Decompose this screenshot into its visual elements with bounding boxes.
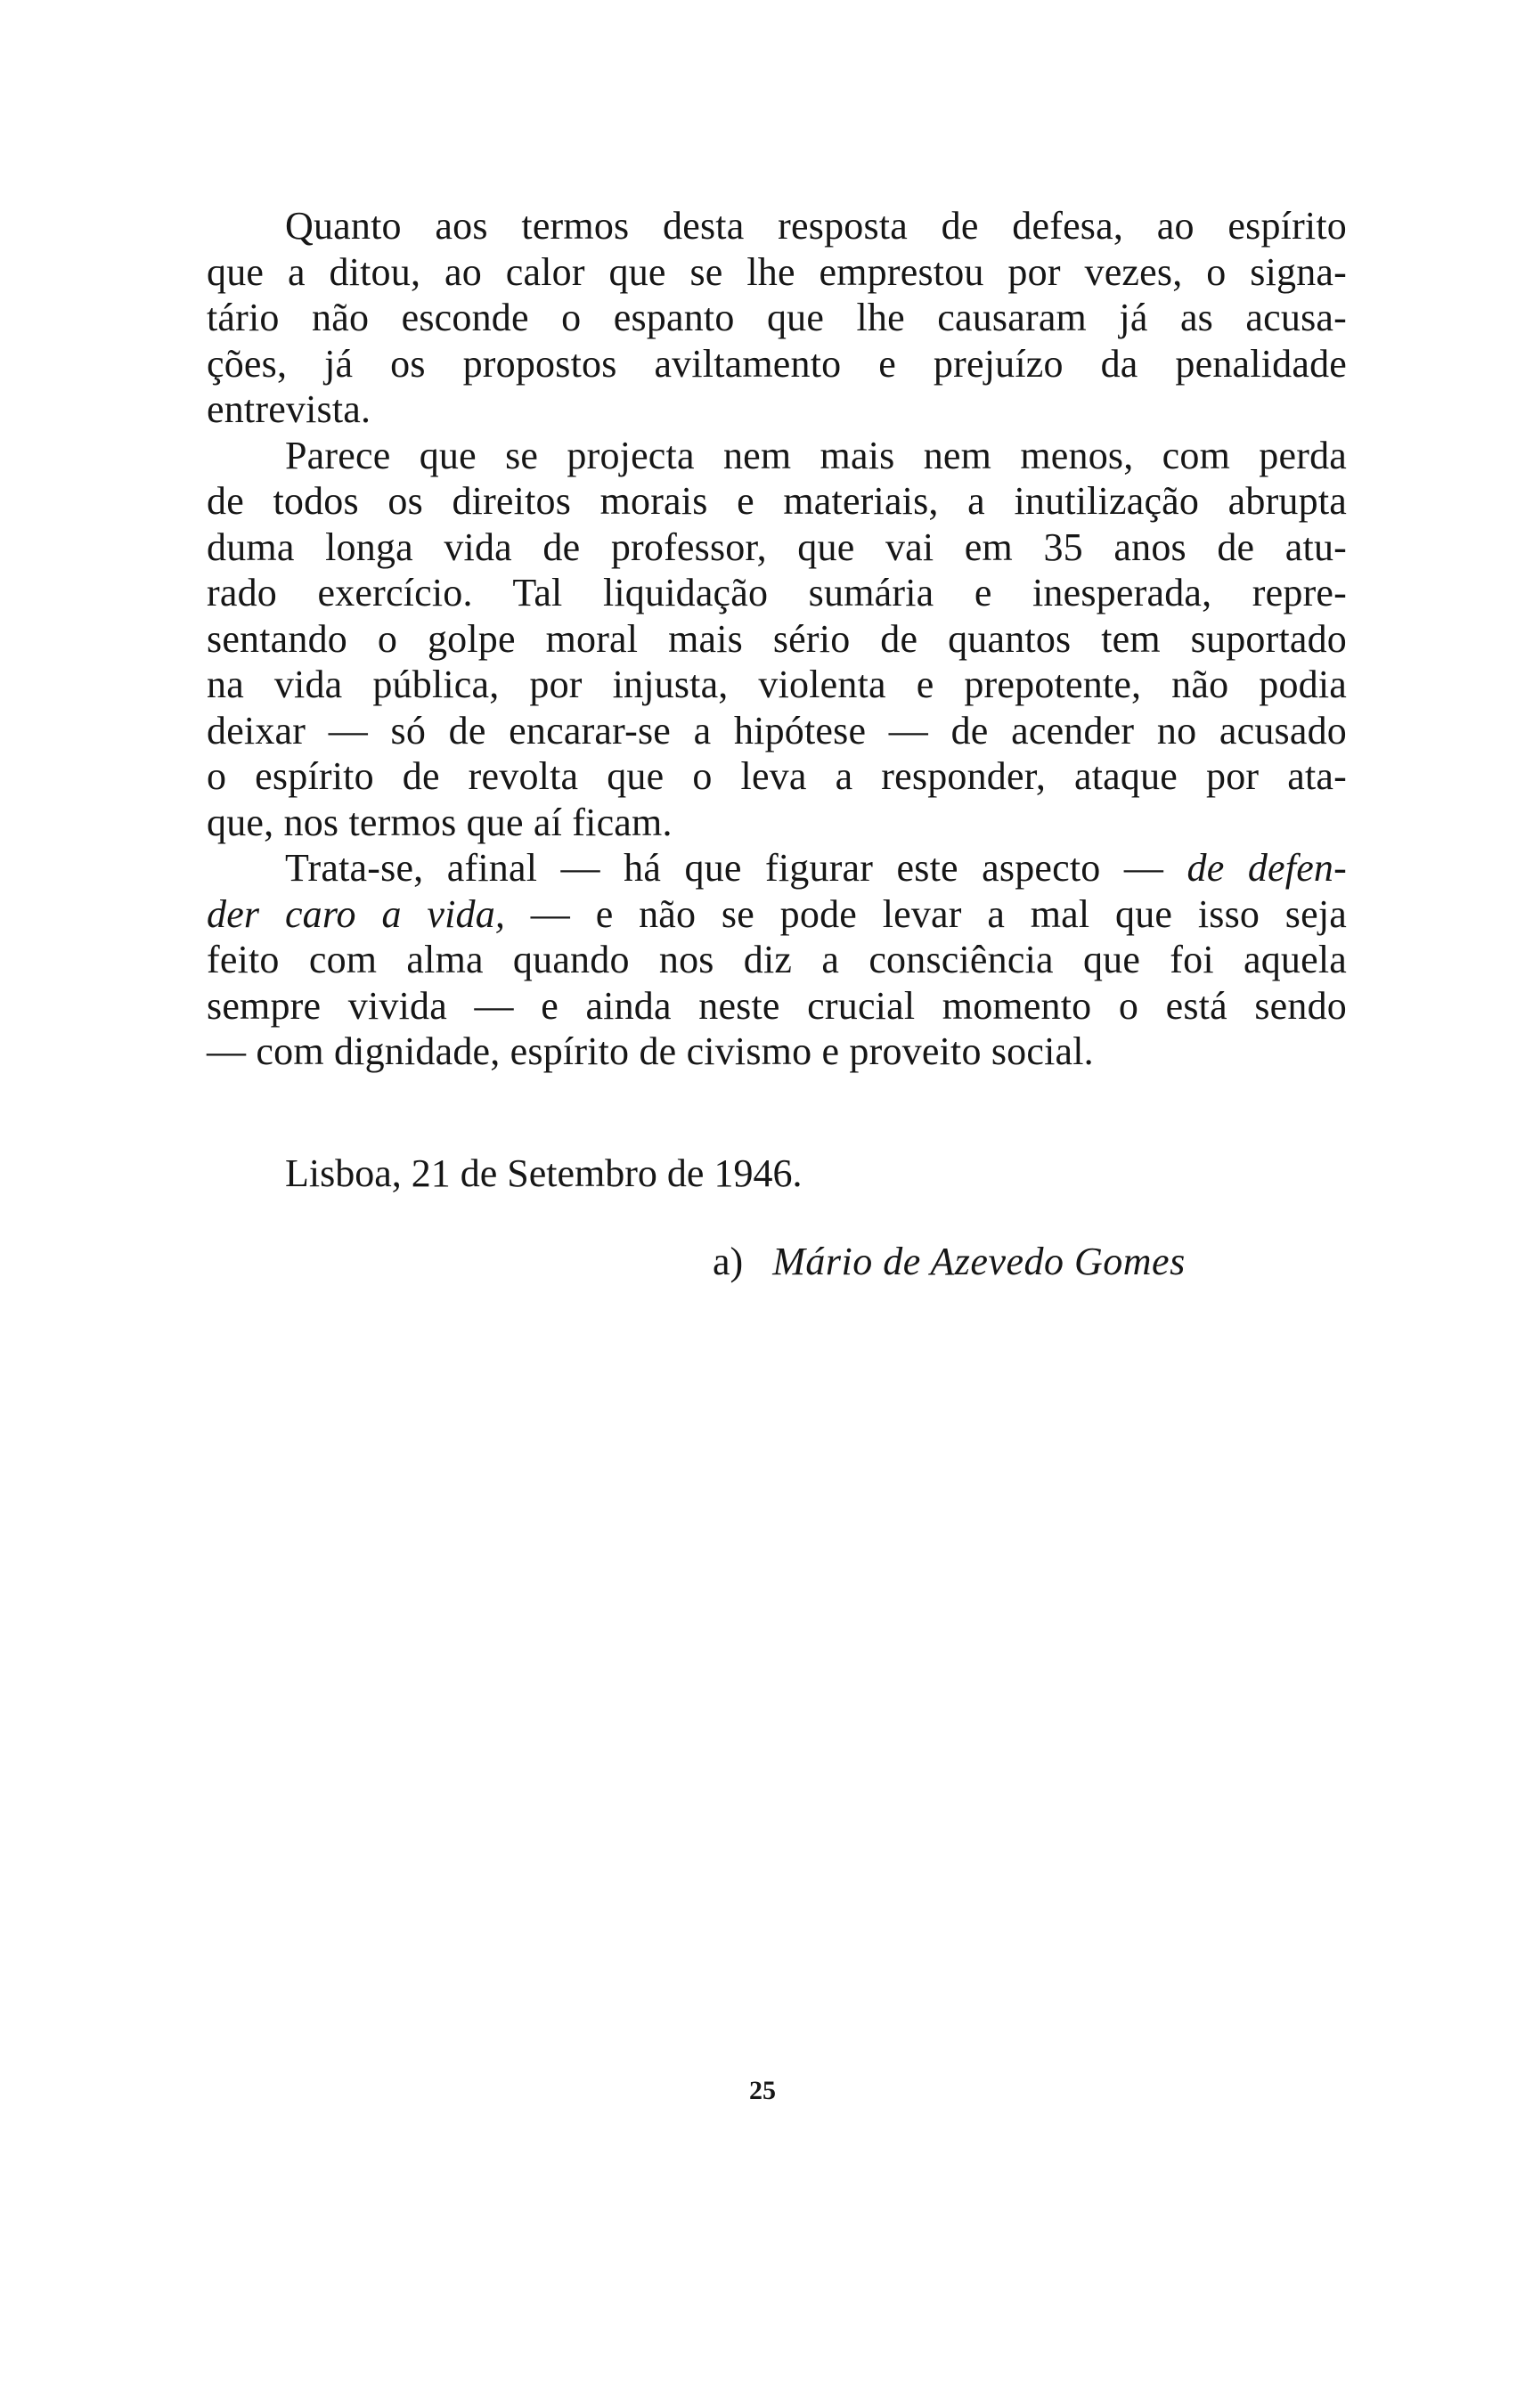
signature-name: Mário de Azevedo Gomes xyxy=(772,1240,1186,1283)
text-line xyxy=(207,570,1347,616)
text-line xyxy=(207,937,1347,983)
text-segment: entrevista. xyxy=(207,387,371,431)
signature-prefix: a) xyxy=(713,1240,744,1283)
paragraph xyxy=(207,433,1347,846)
text-line xyxy=(207,983,1347,1029)
text-segment: — e não se pode levar a mal que isso seja xyxy=(505,891,1347,936)
text-segment: na vida pública, por injusta, violenta e prepotente, não podia xyxy=(207,663,1347,706)
italic-segment: der caro a vida, xyxy=(207,891,506,936)
text-line xyxy=(207,891,1347,938)
text-line xyxy=(207,708,1347,754)
signature xyxy=(713,1239,1186,1285)
text-segment: sempre vivida — e ainda neste crucial momento o está sendo xyxy=(207,983,1347,1028)
text-segment: que a ditou, ao calor que se lhe emprestou por vezes, o signa- xyxy=(207,249,1347,294)
text-segment: de todos os direitos morais e materiais, a inutilização abrupta xyxy=(207,479,1347,523)
text-line xyxy=(207,341,1347,387)
text-line xyxy=(207,203,1347,249)
text-line xyxy=(207,249,1347,296)
text-segment: rado exercício. Tal liquidação sumária e inesperada, repre- xyxy=(207,571,1347,614)
text-segment: que, nos termos que aí ficam. xyxy=(207,800,673,844)
text-line xyxy=(207,616,1347,663)
text-line xyxy=(207,1029,1347,1075)
text-segment: tário não esconde o espanto que lhe causaram já as acusa- xyxy=(207,296,1347,339)
text-segment: — com dignidade, espírito de civismo e proveito social. xyxy=(207,1029,1094,1073)
text-segment: feito com alma quando nos diz a consciência que foi aquela xyxy=(207,938,1347,981)
paragraph xyxy=(207,203,1347,433)
body-text xyxy=(207,203,1347,1075)
paragraph xyxy=(207,845,1347,1075)
text-segment: Quanto aos termos desta resposta de defesa, ao espírito xyxy=(285,204,1347,248)
text-segment: ções, já os propostos aviltamento e prejuízo da penalidade xyxy=(207,341,1347,386)
text-segment: Trata-se, afinal — há que figurar este aspecto — xyxy=(285,846,1187,890)
text-line xyxy=(207,525,1347,571)
text-line xyxy=(207,478,1347,525)
text-line xyxy=(207,662,1347,708)
italic-segment: de defen- xyxy=(1187,846,1347,890)
text-segment: sentando o golpe moral mais sério de quantos tem suportado xyxy=(207,616,1347,661)
text-segment: o espírito de revolta que o leva a responder, ataque por ata- xyxy=(207,754,1347,798)
text-line xyxy=(207,295,1347,341)
text-line xyxy=(207,800,1347,846)
text-line xyxy=(207,386,1347,433)
text-line xyxy=(207,433,1347,479)
text-line xyxy=(207,845,1347,891)
text-segment: duma longa vida de professor, que vai em 35 anos de atu- xyxy=(207,525,1347,569)
text-segment: deixar — só de encarar-se a hipótese — de acender no acusado xyxy=(207,708,1347,752)
page-number: 25 xyxy=(749,2076,776,2105)
text-segment: Parece que se projecta nem mais nem menos, com perda xyxy=(285,433,1347,477)
dateline: Lisboa, 21 de Setembro de 1946. xyxy=(285,1151,803,1195)
text-line xyxy=(207,753,1347,800)
